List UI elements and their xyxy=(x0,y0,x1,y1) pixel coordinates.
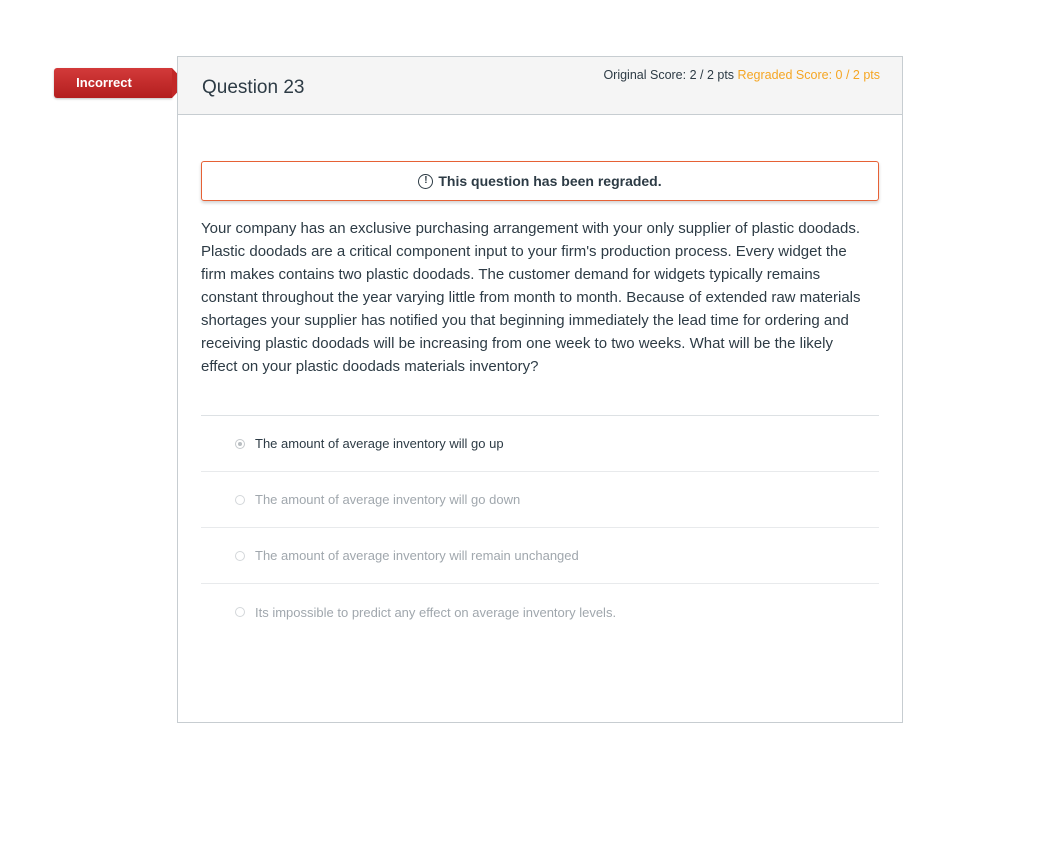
radio-button[interactable] xyxy=(235,551,245,561)
exclamation-circle-icon: ! xyxy=(418,174,433,189)
incorrect-status-ribbon xyxy=(54,68,172,98)
regrade-notice-text: This question has been regraded. xyxy=(438,173,662,189)
answer-option[interactable] xyxy=(201,472,879,528)
regraded-score: Regraded Score: 0 / 2 pts xyxy=(737,68,880,82)
answer-label: The amount of average inventory will go up xyxy=(255,436,504,451)
question-body xyxy=(178,161,902,640)
answer-option[interactable] xyxy=(201,584,879,640)
original-score: Original Score: 2 / 2 pts xyxy=(603,68,735,82)
radio-button[interactable] xyxy=(235,495,245,505)
question-card xyxy=(177,56,903,723)
answer-list xyxy=(201,415,879,640)
regrade-notice-banner xyxy=(201,161,879,201)
answer-option[interactable] xyxy=(201,528,879,584)
question-title: Question 23 xyxy=(202,77,305,98)
answer-option[interactable] xyxy=(201,416,879,472)
answer-label: Its impossible to predict any effect on average inventory levels. xyxy=(255,604,617,620)
question-text: Your company has an exclusive purchasing arrangement with your only supplier of plastic doodads. Plastic doodads are a critical component input to your firm's production process. Every widget the firm makes contains two plastic doodads. The customer demand for widgets typically remains constant throughout the year varying little from month to month. Because of extended raw materials shortages your supplier has notified you that beginning immediately the lead time for ordering and receiving plastic doodads will be increasing from one week to two weeks. What will be the likely effect on your plastic doodads materials inventory? xyxy=(201,220,861,375)
status-label: Incorrect xyxy=(76,75,132,90)
radio-button-checked[interactable] xyxy=(235,439,245,449)
answer-label: The amount of average inventory will remain unchanged xyxy=(255,548,579,563)
question-header xyxy=(178,57,902,115)
score-line xyxy=(603,68,880,82)
radio-button[interactable] xyxy=(235,607,245,617)
answer-label: The amount of average inventory will go down xyxy=(255,492,521,507)
